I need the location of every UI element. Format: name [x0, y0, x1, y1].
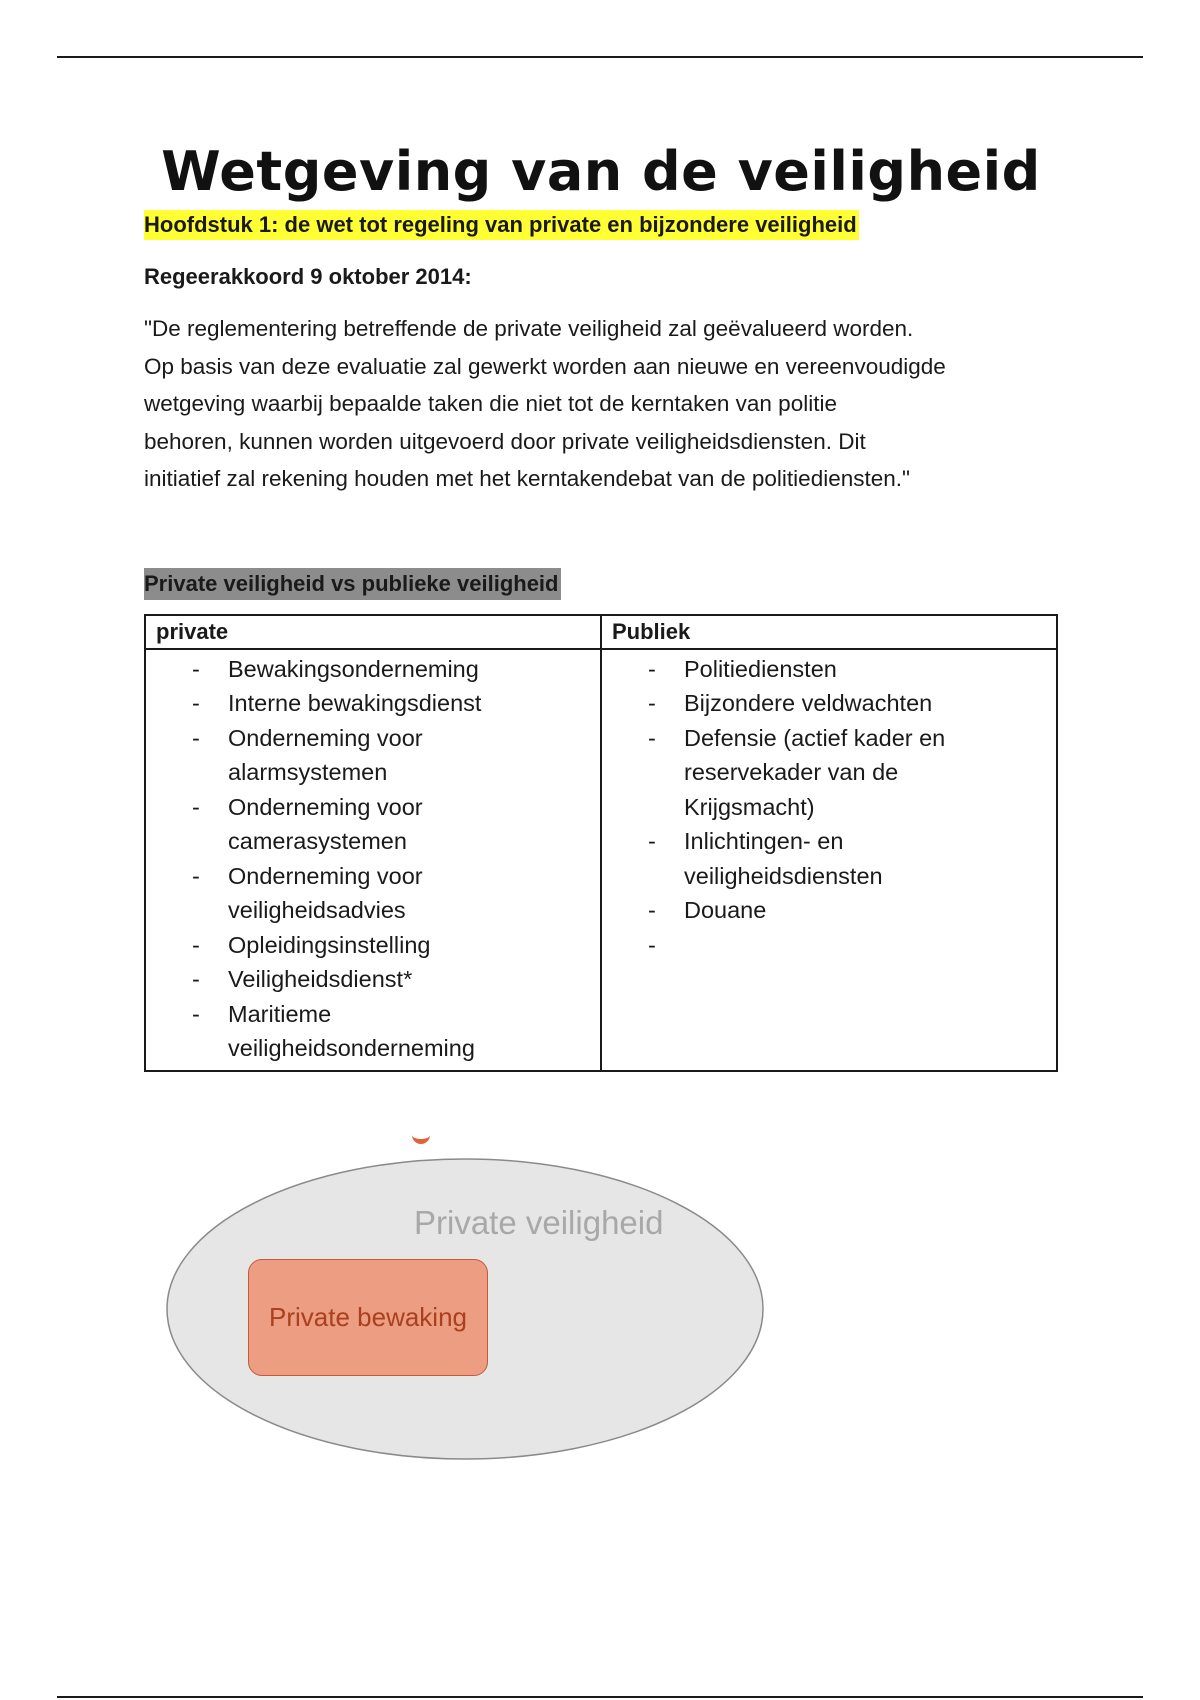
private-column: [145, 649, 601, 1071]
private-item-text: Maritieme: [228, 1000, 332, 1027]
private-list-item: [146, 686, 600, 721]
public-list-item: [602, 928, 1056, 963]
public-item-text: veiligheidsdiensten: [684, 862, 883, 889]
public-item-text: [684, 928, 1048, 963]
public-list-item: [602, 824, 1056, 893]
private-list-item: [146, 790, 600, 859]
chapter-heading: Hoofdstuk 1: de wet tot regeling van private en bijzondere veiligheid: [144, 210, 859, 240]
comparison-table: [144, 614, 1058, 1072]
quote-line: initiatief zal rekening houden met het kerntakendebat van de politiediensten.": [144, 466, 910, 491]
security-diagram: [160, 1125, 780, 1475]
private-item-text: camerasystemen: [228, 828, 407, 854]
dash-bullet: -: [192, 690, 200, 716]
column-header-public: Publiek: [601, 615, 1057, 649]
dash-bullet: -: [192, 793, 200, 820]
public-item-text: Douane: [684, 897, 767, 923]
private-list-item: [146, 997, 600, 1066]
table-header-row: [145, 615, 1057, 649]
dash-bullet: -: [192, 931, 200, 958]
private-item-text: veiligheidsadvies: [228, 897, 406, 923]
private-guarding-box: [248, 1259, 488, 1376]
public-item-text: reservekader van de: [684, 759, 899, 785]
dash-bullet: -: [192, 966, 200, 992]
private-list-item: [146, 721, 600, 790]
top-rule: [57, 56, 1143, 58]
quote-line: behoren, kunnen worden uitgevoerd door private veiligheidsdiensten. Dit: [144, 428, 866, 454]
table-row: [145, 649, 1057, 1071]
quote-line: wetgeving waarbij bepaalde taken die niet tot de kerntaken van politie: [144, 391, 837, 416]
public-list: [602, 652, 1056, 963]
dash-bullet: -: [192, 862, 200, 889]
public-item-text: Krijgsmacht): [684, 793, 815, 820]
private-item-text: Opleidingsinstelling: [228, 931, 431, 958]
private-item-text: Veiligheidsdienst*: [228, 966, 413, 992]
private-list-item: [146, 962, 600, 997]
private-item-text: Bewakingsonderneming: [228, 655, 479, 682]
public-list-item: [602, 721, 1056, 825]
private-item-text: Interne bewakingsdienst: [228, 690, 482, 716]
quote-line: "De reglementering betreffende de private veiligheid zal geëvalueerd worden.: [144, 316, 914, 341]
public-item-text: Inlichtingen- en: [684, 828, 844, 854]
quote-line: Op basis van deze evaluatie zal gewerkt worden aan nieuwe en vereenvoudigde: [144, 353, 946, 379]
dash-bullet: -: [648, 655, 656, 682]
dash-bullet: -: [192, 1000, 200, 1027]
private-list: [146, 652, 600, 1066]
private-item-text: veiligheidsonderneming: [228, 1035, 475, 1061]
private-item-text: alarmsystemen: [228, 759, 388, 785]
document-title: Wetgeving van de veiligheid: [161, 140, 1041, 203]
comparison-heading: Private veiligheid vs publieke veiligheid: [144, 568, 561, 600]
dash-bullet: -: [648, 931, 656, 958]
private-item-text: Onderneming voor: [228, 862, 423, 889]
public-list-item: [602, 893, 1056, 928]
private-list-item: [146, 859, 600, 928]
private-list-item: [146, 928, 600, 963]
private-guarding-label: Private bewaking: [269, 1302, 467, 1332]
bottom-rule: [57, 1696, 1143, 1698]
public-column: [601, 649, 1057, 1071]
private-security-label: Private veiligheid: [414, 1204, 664, 1241]
dash-bullet: -: [192, 724, 200, 751]
public-item-text: Politiediensten: [684, 655, 837, 682]
agreement-heading: Regeerakkoord 9 oktober 2014:: [144, 264, 472, 289]
quote-paragraph: [144, 310, 1058, 498]
dash-bullet: -: [192, 655, 200, 682]
dash-bullet: -: [648, 828, 656, 854]
dash-bullet: -: [648, 724, 656, 751]
document-page: [144, 140, 1058, 1072]
dash-bullet: -: [648, 690, 656, 716]
public-list-item: [602, 686, 1056, 721]
public-item-text: Bijzondere veldwachten: [684, 690, 933, 716]
private-item-text: Onderneming voor: [228, 724, 423, 751]
column-header-private: private: [145, 615, 601, 649]
public-item-text: Defensie (actief kader en: [684, 724, 946, 751]
public-list-item: [602, 652, 1056, 687]
private-item-text: Onderneming voor: [228, 793, 423, 820]
private-list-item: [146, 652, 600, 687]
dash-bullet: -: [648, 897, 656, 923]
